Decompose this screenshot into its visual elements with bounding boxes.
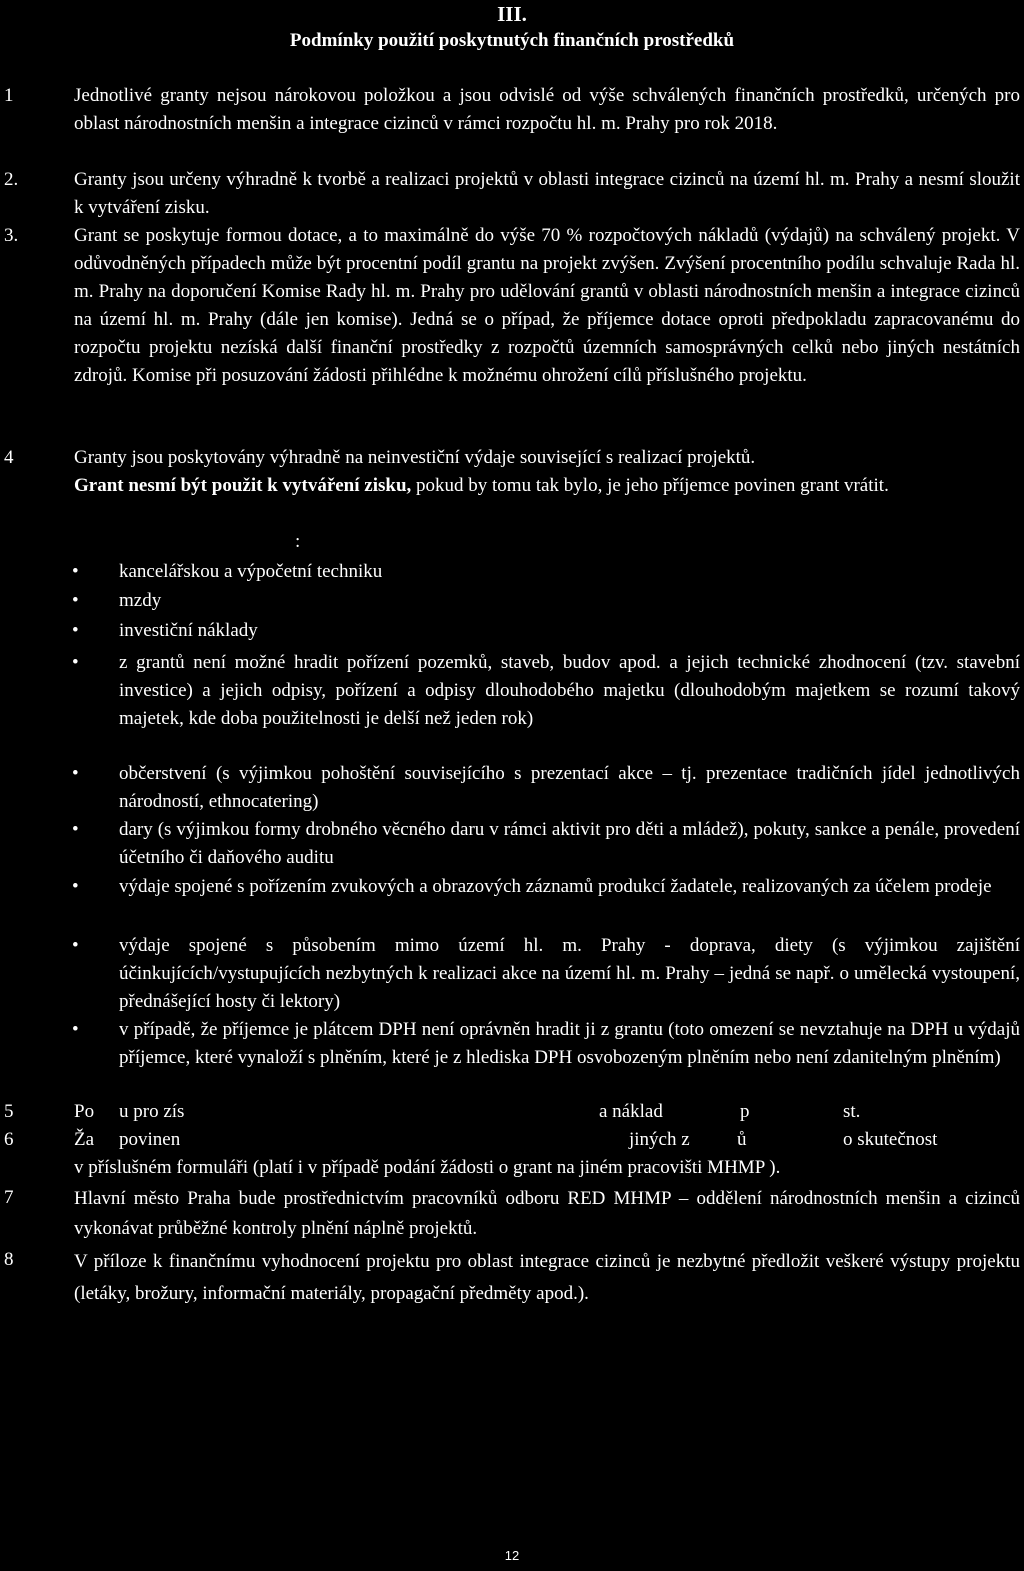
bullet-dot-icon: • xyxy=(72,652,79,673)
item-text: V příloze k finančnímu vyhodnocení projektu pro oblast integrace cizinců je nezbytné předložit veškeré výstupy projektu (letáky, brožury, informační materiály, propagační předměty apod.). xyxy=(74,1251,1020,1304)
item-number: 1 xyxy=(4,85,14,106)
bullet-text: dary (s výjimkou formy drobného věcného daru v rámci aktivit pro děti a mládež), pokuty, sankce a penále, provedení účetního či daňového auditu xyxy=(119,819,1020,868)
bullet-text: z grantů není možné hradit pořízení pozemků, staveb, budov apod. a jejich technické zhodnocení (tzv. stavební investice) a jejich odpisy, pořízení a odpisy dlouhodobého majetku (dlouhodobým majetkem se rozumí takový majetek, kde doba použitelnosti je delší než jeden rok) xyxy=(119,652,1020,729)
item-number: 6 xyxy=(4,1129,14,1150)
section-number: III. xyxy=(497,2,527,26)
item-text-fragment: u pro zís xyxy=(119,1101,185,1122)
bullet-text: v případě, že příjemce je plátcem DPH není oprávněn hradit ji z grantu (toto omezení se nevztahuje na DPH u výdajů příjemce, které vynaloží s plněním, které je z hlediska DPH osvobozeným plněním nebo není zdanitelným plněním) xyxy=(119,1019,1020,1068)
bullet-text: výdaje spojené s pořízením zvukových a obrazových záznamů produkcí žadatele, realizovaných za účelem prodeje xyxy=(119,876,992,897)
item-text-bold: Grant nesmí být použit k vytváření zisku, xyxy=(74,475,412,496)
page-number: 12 xyxy=(504,1548,520,1563)
bullet-dot-icon: • xyxy=(72,819,79,840)
item-text-line: v příslušném formuláři (platí i v případě podání žádosti o grant na jiném pracovišti MHMP ). xyxy=(74,1157,781,1178)
section-title: Podmínky použití poskytnutých finančních prostředků xyxy=(289,30,735,51)
bullet-text: občerstvení (s výjimkou pohoštění souvisejícího s prezentací akce – tj. prezentace tradičních jídel jednotlivých národností, ethnocatering) xyxy=(119,763,1020,812)
item-text-fragment: Po xyxy=(74,1101,95,1122)
bullet-text: investiční náklady xyxy=(119,620,258,641)
bullet-dot-icon: • xyxy=(72,935,79,956)
item-text-fragment: ů xyxy=(737,1129,747,1150)
item-text-fragment: jiných z xyxy=(629,1129,690,1150)
item-number: 4 xyxy=(4,447,14,468)
item-text-fragment: Ža xyxy=(74,1129,95,1150)
list-colon: : xyxy=(295,531,301,552)
bullet-text: kancelářskou a výpočetní techniku xyxy=(119,561,383,582)
item-text: Jednotlivé granty nejsou nárokovou položkou a jsou odvislé od výše schválených finančních prostředků, určených pro oblast národnostních menšin a integrace cizinců v rámci rozpočtu hl. m. Prahy pro rok 2018. xyxy=(74,85,1020,134)
item-text-fragment: povinen xyxy=(119,1129,181,1150)
item-number: 5 xyxy=(4,1101,14,1122)
item-text-part: pokud by tomu tak bylo, je jeho příjemce povinen grant vrátit. xyxy=(411,475,889,496)
bullet-text: výdaje spojené s působením mimo území hl. m. Prahy - doprava, diety (s výjimkou zajištění účinkujících/vystupujících nezbytných k realizaci akce na území hl. m. Prahy – jedná se např. o umělecká vystoupení, přednášející hosty či lektory) xyxy=(119,935,1020,1012)
item-text: Grant se poskytuje formou dotace, a to maximálně do výše 70 % rozpočtových nákladů (výdajů) na schválený projekt. V odůvodněných případech může být procentní podíl grantu na projekt zvýšen. Zvýšení procentního podílu schvaluje Rada hl. m. Prahy na doporučení Komise Rady hl. m. Prahy pro udělování grantů v oblasti národnostních menšin a integrace cizinců na území hl. m. Prahy (dále jen komise). Jedná se o případ, že příjemce dotace oproti předpokladu zapracovanému do rozpočtu projektu nezíská další finanční prostředky z rozpočtů územních samosprávných celků nebo jiných nestátních zdrojů. Komise při posuzování žádosti přihlédne k možnému ohrožení cílů příslušného projektu. xyxy=(74,225,1020,386)
item-text-fragment: o skutečnost xyxy=(843,1129,938,1150)
item-number: 2. xyxy=(4,169,19,190)
item-text: Granty jsou určeny výhradně k tvorbě a realizaci projektů v oblasti integrace cizinců na území hl. m. Prahy a nesmí sloužit k vytváření zisku. xyxy=(74,169,1020,218)
item-text-fragment: a náklad xyxy=(599,1101,663,1122)
item-text-part: Granty jsou poskytovány výhradně na neinvestiční výdaje související s realizací projektů. xyxy=(74,447,756,468)
item-text-fragment: st. xyxy=(843,1101,861,1122)
item-text xyxy=(74,444,1020,500)
bullet-dot-icon: • xyxy=(72,1019,79,1040)
bullet-dot-icon: • xyxy=(72,561,79,582)
bullet-dot-icon: • xyxy=(72,620,79,641)
item-text: Hlavní město Praha bude prostřednictvím pracovníků odboru RED MHMP – oddělení národnostních menšin a cizinců vykonávat průběžné kontroly plnění náplně projektů. xyxy=(74,1188,1020,1239)
item-number: 3. xyxy=(4,225,19,246)
bullet-text: mzdy xyxy=(119,590,162,611)
item-number: 7 xyxy=(4,1187,14,1208)
item-number: 8 xyxy=(4,1249,14,1270)
item-text-fragment: p xyxy=(740,1101,750,1122)
bullet-dot-icon: • xyxy=(72,763,79,784)
bullet-dot-icon: • xyxy=(72,590,79,611)
bullet-dot-icon: • xyxy=(72,876,79,897)
